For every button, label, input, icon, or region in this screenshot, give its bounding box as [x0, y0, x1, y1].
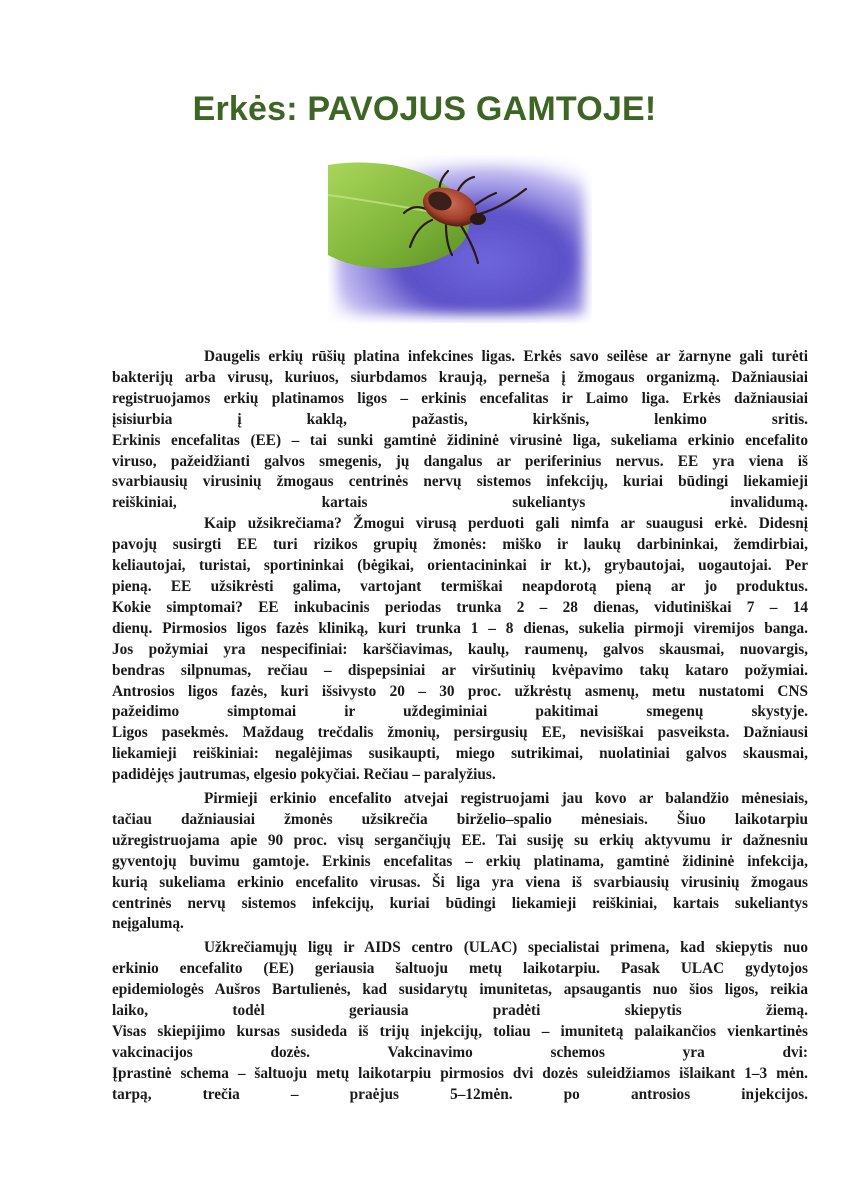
text-line: Kokie simptomai? EE inkubacinis periodas trunka 2 – 28 dienas, vidutiniškai 7 – 14 — [112, 598, 808, 616]
tick-on-leaf-icon — [328, 155, 592, 323]
text-line: dienų. Pirmosios ligos fazės kliniką, kuri trunka 1 – 8 dienas, sukelia pirmoji viremijos banga. — [112, 619, 808, 637]
text-line: Ligos pasekmės. Maždaug trečdalis žmonių, persirgusių EE, nevisiškai pasveiksta. Dažniausi — [112, 724, 808, 742]
text-line: Pirmieji erkinio encefalito atvejai registruojami jau kovo ar balandžio mėnesiais, — [204, 790, 808, 808]
text-line: Erkinis encefalitas (EE) – tai sunki gamtinė židininė virusinė liga, sukeliama erkinio encefalito — [112, 431, 808, 449]
page-title: Erkės: PAVOJUS GAMTOJE! — [192, 90, 657, 128]
text-line: bakterijų arba virusų, kuriuos, siurbdamos kraują, perneša į žmogaus organizmą. Dažniausiai — [112, 368, 808, 386]
text-line: įsisiurbia į kaklą, pažastis, kirkšnis, lenkimo sritis. — [112, 410, 808, 428]
tick-photo — [328, 155, 592, 323]
text-line: erkinio encefalito (EE) geriausia šaltuoju metų laikotarpiu. Pasak ULAC gydytojos — [112, 960, 808, 978]
text-line: padidėjęs jautrumas, elgesio pokyčiai. Rečiau – paralyžius. — [112, 766, 496, 784]
text-line: reiškiniai, kartais sukeliantys invalidumą. — [112, 494, 808, 512]
text-line: vakcinacijos dozės. Vakcinavimo schemos yra dvi: — [112, 1043, 808, 1061]
text-line: keliautojai, turistai, sportininkai (bėgikai, orientacininkai ir kt.), grybautojai, uogautojai. Per — [112, 557, 808, 575]
text-line: bendras silpnumas, rečiau – dispepsiniai ar viršutinių kvėpavimo takų kataro požymiai. — [112, 661, 808, 679]
text-line: pieną. EE užsikrėsti galima, vartojant termiškai neapdorotą pieną ar jo produktus. — [112, 577, 808, 595]
text-line: Jos požymiai yra nespecifiniai: karščiavimas, kaulų, raumenų, galvos skausmai, nuovargis, — [112, 640, 808, 658]
text-line: neįgalumą. — [112, 915, 184, 933]
text-line: Visas skiepijimo kursas susideda iš trijų injekcijų, toliau – imunitetą palaikančios vienkartinės — [112, 1023, 808, 1040]
text-line: Antrosios ligos fazės, kuri išsivysto 20 – 30 proc. užkrėstų asmenų, metu nustatomi CNS — [112, 682, 808, 700]
text-line: svarbiausių virusinių žmogaus centrinės nervų sistemos infekcijų, kuriai būdingi liekamieji — [112, 473, 808, 491]
text-line: liekamieji reiškiniai: negalėjimas susikaupti, miego sutrikimai, nuolatiniai galvos skausmai, — [112, 745, 808, 763]
text-line: pažeidimo simptomai ir uždegiminiai pakitimai smegenų skystyje. — [112, 703, 808, 721]
text-line: Įprastinė schema – šaltuoju metų laikotarpiu pirmosios dvi dozės suleidžiamos išlaikant 1–3 mėn. — [112, 1064, 808, 1082]
text-line: tačiau dažniausiai žmonės užsikrečia birželio–spalio mėnesiais. Šiuo laikotarpiu — [112, 810, 808, 828]
text-line: tarpą, trečia – praėjus 5–12mėn. po antrosios injekcijos. — [112, 1085, 808, 1103]
text-line: laiko, todėl geriausia pradėti skiepytis žiemą. — [112, 1002, 808, 1020]
text-line: registruojamos erkių platinamos ligos – erkinis encefalitas ir Laimo liga. Erkės dažniausiai — [112, 389, 808, 407]
text-line: Kaip užsikrečiama? Žmogui virusą perduoti gali nimfa ar suaugusi erkė. Didesnį — [204, 515, 808, 533]
article-body — [112, 347, 808, 1106]
text-line: viruso, pažeidžianti galvos smegenis, jų dangalus ar periferinius nervus. EE yra viena iš — [112, 452, 808, 470]
text-line: epidemiologės Aušros Bartulienės, kad susidarytų imunitetas, apsaugantis nuo šios ligos, reikia — [112, 981, 808, 999]
text-line: kurią sukeliama erkinio encefalito virusas. Ši liga yra viena iš svarbiausių virusinių žmogaus — [112, 873, 808, 891]
text-line: užregistruojama apie 90 proc. visų sergančiųjų EE. Tai susiję su erkių aktyvumu ir dažnesniu — [112, 831, 808, 849]
text-line: Daugelis erkių rūšių platina infekcines ligas. Erkės savo seilėse ar žarnyne gali turėti — [204, 348, 808, 365]
text-line: centrinės nervų sistemos infekcijų, kuriai būdingi liekamieji reiškiniai, kartais sukeliantys — [112, 894, 808, 912]
text-line: pavojų susirgti EE turi rizikos grupių žmonės: miško ir laukų darbininkai, žemdirbiai, — [112, 536, 808, 554]
text-line: gyventojų buvimu gamtoje. Erkinis encefalitas – erkių platinama, gamtinė židininė infekcija, — [112, 852, 808, 870]
text-line: Užkrečiamųjų ligų ir AIDS centro (ULAC) specialistai primena, kad skiepytis nuo — [204, 939, 808, 957]
